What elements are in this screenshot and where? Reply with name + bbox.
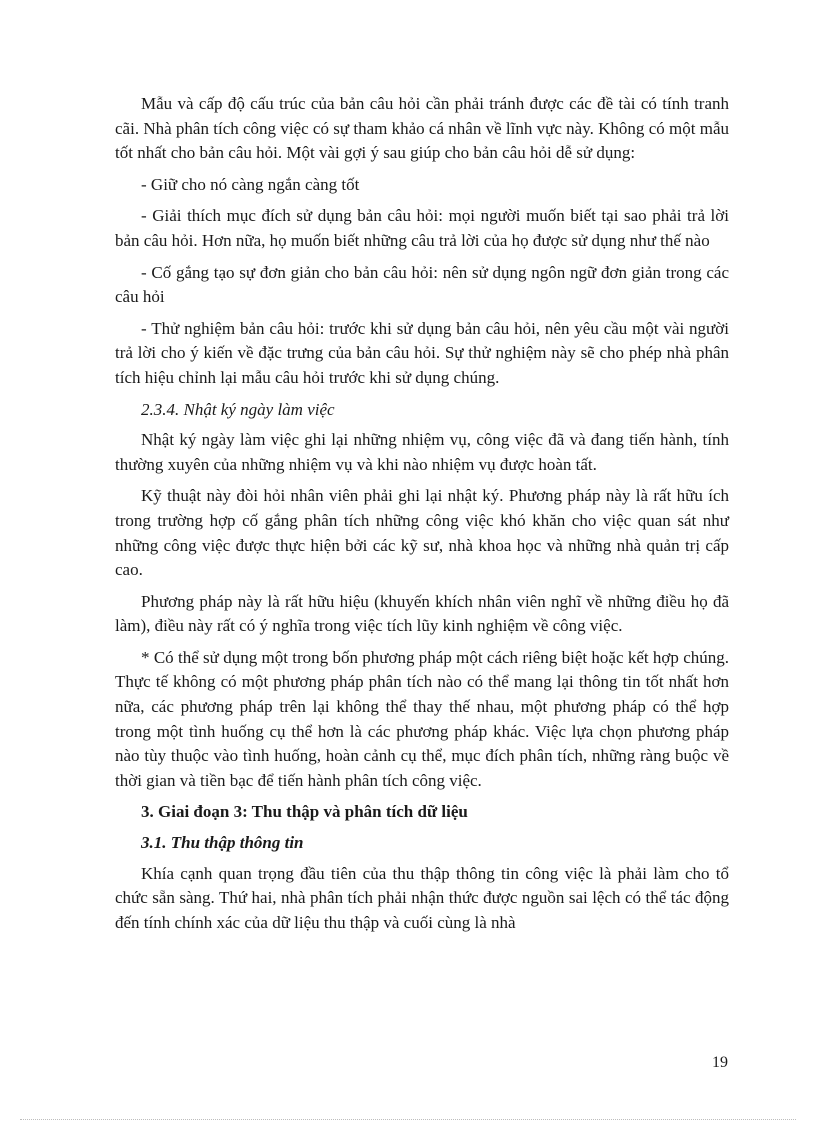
bullet-simplify: - Cố gắng tạo sự đơn giản cho bản câu hỏi: nên sử dụng ngôn ngữ đơn giản trong các câu hỏi <box>115 262 729 307</box>
subsection-heading-work-diary: 2.3.4. Nhật ký ngày làm việc <box>141 399 335 419</box>
bullet-explain-purpose: - Giải thích mục đích sử dụng bản câu hỏi: mọi người muốn biết tại sao phải trả lời bản câu hỏi. Hơn nữa, họ muốn biết những câu trả lời của họ được sử dụng như thế nào <box>115 206 729 250</box>
paragraph-diary-technique: Kỹ thuật này đòi hỏi nhân viên phải ghi lại nhật ký. Phương pháp này là rất hữu ích trong trường hợp cố gắng phân tích những công việc khó khăn cho việc quan sát như những công việc được thực hiện bởi các kỹ sư, nhà khoa học và những nhà quản trị cấp cao. <box>115 486 729 580</box>
page-number: 19 <box>712 1054 728 1071</box>
document-page <box>115 92 729 942</box>
section-heading-stage-3: 3. Giai đoạn 3: Thu thập và phân tích dữ liệu <box>141 802 468 822</box>
paragraph-questionnaire-intro: Mẫu và cấp độ cấu trúc của bản câu hỏi cần phải tránh được các đề tài có tính tranh cãi. Nhà phân tích công việc có sự tham khảo cá nhân về lĩnh vực này. Không có một mẫu tốt nhất cho bản câu hỏi. Một vài gợi ý sau giúp cho bản câu hỏi dễ sử dụng: <box>115 94 729 163</box>
bullet-pilot-test: - Thử nghiệm bản câu hỏi: trước khi sử dụng bản câu hỏi, nên yêu cầu một vài người trả lời cho ý kiến về đặc trưng của bản câu hỏi. Sự thử nghiệm này sẽ cho phép nhà phân tích hiệu chỉnh lại mẫu câu hỏi trước khi sử dụng chúng. <box>115 318 729 387</box>
paragraph-diary-effectiveness: Phương pháp này là rất hữu hiệu (khuyến khích nhân viên nghĩ về những điều họ đã làm), điều này rất có ý nghĩa trong việc tích lũy kinh nghiệm về công việc. <box>115 591 729 636</box>
paragraph-collect-info: Khía cạnh quan trọng đầu tiên của thu thập thông tin công việc là phải làm cho tổ chức sẵn sàng. Thứ hai, nhà phân tích phải nhận thức được nguồn sai lệch có thể tác động đến tính chính xác của dữ liệu thu thập và cuối cùng là nhà <box>115 863 729 932</box>
paragraph-diary-definition: Nhật ký ngày làm việc ghi lại những nhiệm vụ, công việc đã và đang tiến hành, tính thường xuyên của những nhiệm vụ và khi nào nhiệm vụ được hoàn tất. <box>115 430 729 474</box>
paragraph-method-combination: * Có thể sử dụng một trong bốn phương pháp một cách riêng biệt hoặc kết hợp chúng. Thực tế không có một phương pháp phân tích nào có thể mang lại thông tin tốt nhất hơn nữa, các phương pháp trên lại không thể thay thế nhau, một phương pháp có thể hợp trong một tình huống cụ thể hơn là các phương pháp khác. Việc lựa chọn phương pháp nào tùy thuộc vào tình huống, hoàn cảnh cụ thể, mục đích phân tích, những ràng buộc về thời gian và tiền bạc để tiến hành phân tích công việc. <box>115 647 729 790</box>
bullet-keep-short: - Giữ cho nó càng ngắn càng tốt <box>141 174 360 194</box>
footer-divider <box>20 1119 796 1120</box>
subsection-heading-collect-info: 3.1. Thu thập thông tin <box>141 833 304 853</box>
